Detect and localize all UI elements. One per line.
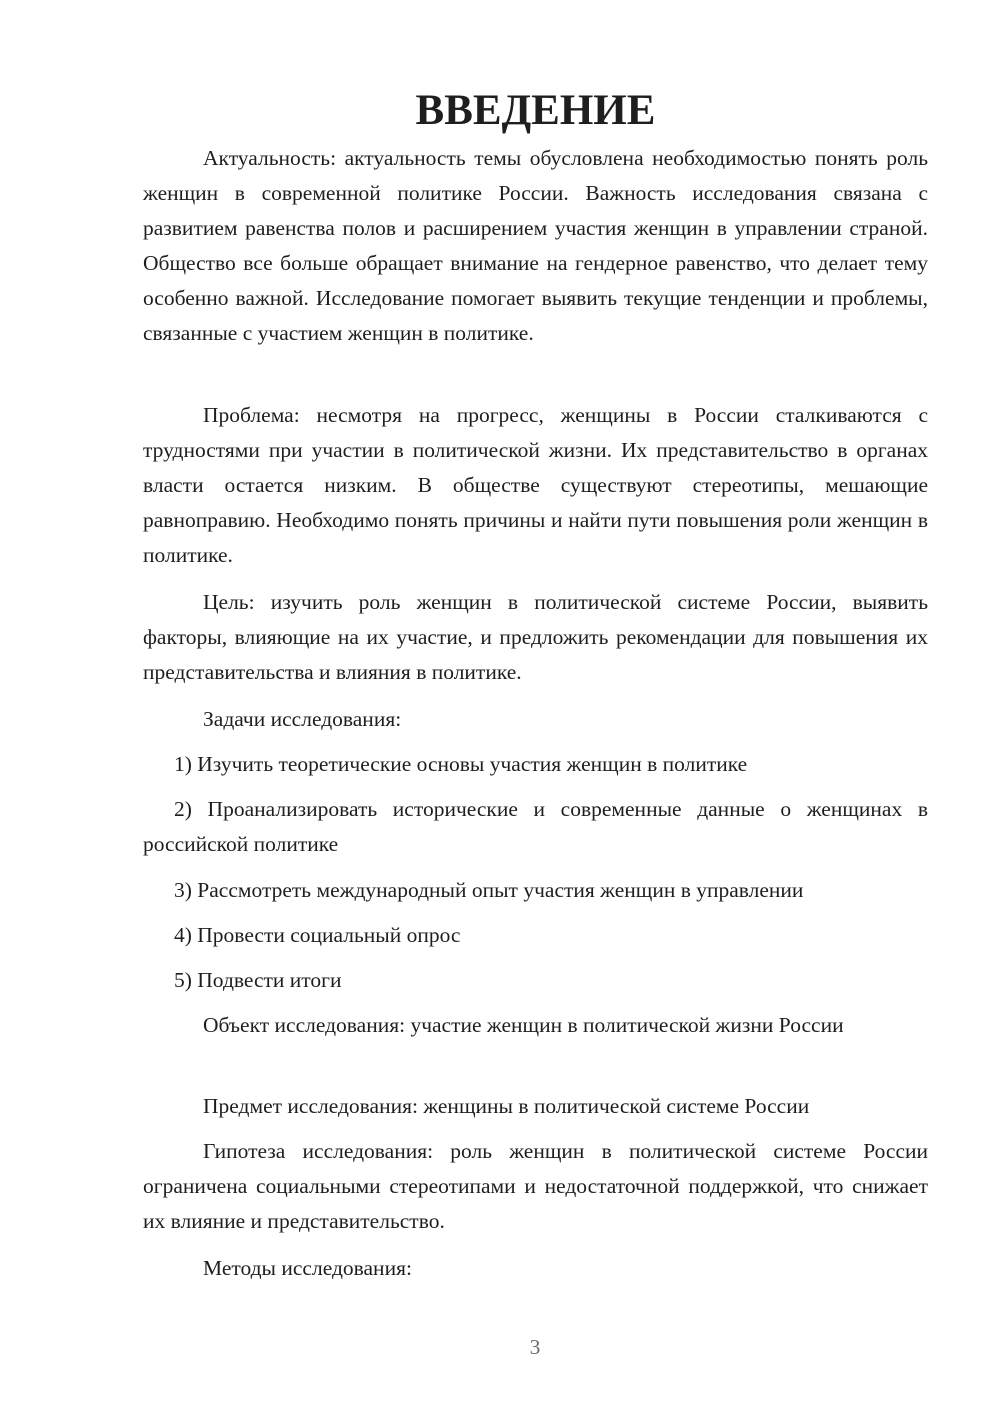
hypothesis-paragraph: Гипотеза исследования: роль женщин в политической системе России ограничена социальными стереотипами и недостаточной поддержкой, что снижает их влияние и представительство. [143, 1139, 928, 1233]
methods-heading: Методы исследования: [203, 1256, 412, 1280]
goal-paragraph: Цель: изучить роль женщин в политической системе России, выявить факторы, влияющие на их участие, и предложить рекомендации для повышения их представительства и влияния в политике. [143, 590, 928, 684]
relevance-paragraph: Актуальность: актуальность темы обусловлена необходимостью понять роль женщин в современной политике России. Важность исследования связана с развитием равенства полов и расширением участия женщин в управлении страной. Общество все больше обращает внимание на гендерное равенство, что делает тему особенно важной. Исследование помогает выявить текущие тенденции и проблемы, связанные с участием женщин в политике. [143, 146, 928, 345]
task-item: 3) Рассмотреть международный опыт участия женщин в управлении [174, 878, 804, 902]
section-title: ВВЕДЕНИЕ [415, 87, 656, 134]
page-number: 3 [529, 1335, 541, 1359]
task-item: 5) Подвести итоги [174, 968, 342, 992]
object-paragraph: Объект исследования: участие женщин в политической жизни России [203, 1013, 844, 1037]
task-item: 2) Проанализировать исторические и современные данные о женщинах в российской политике [143, 797, 928, 856]
task-item: 1) Изучить теоретические основы участия женщин в политике [174, 752, 748, 776]
subject-paragraph: Предмет исследования: женщины в политической системе России [203, 1094, 810, 1118]
task-item: 4) Провести социальный опрос [174, 923, 461, 947]
problem-paragraph: Проблема: несмотря на прогресс, женщины в России сталкиваются с трудностями при участии в политической жизни. Их представительство в органах власти остается низким. В обществе существуют стереотипы, мешающие равноправию. Необходимо понять причины и найти пути повышения роли женщин в политике. [143, 403, 928, 567]
tasks-heading: Задачи исследования: [203, 707, 402, 731]
